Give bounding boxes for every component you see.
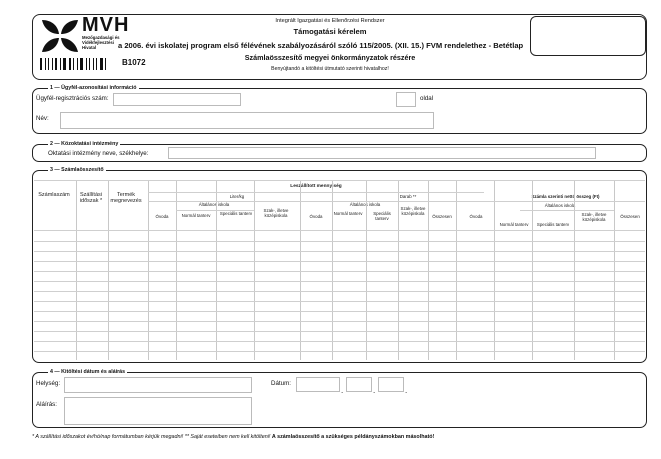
section4-title: 4 — Kitöltési dátum és aláírás — [50, 369, 126, 375]
col-normal-3: Normál tanterv — [499, 222, 529, 227]
date-label: Dátum: — [271, 380, 291, 387]
client-reg-label: Ügyfél-regisztrációs szám: — [36, 95, 109, 102]
barcode-bar — [79, 58, 80, 70]
client-reg-field[interactable] — [113, 93, 241, 106]
barcode-bar — [105, 58, 106, 70]
barcode-bar — [60, 58, 61, 70]
gen-school-header-2: Általános iskola — [349, 202, 381, 207]
signature-label: Aláírás: — [36, 401, 57, 408]
barcode-bar — [80, 58, 83, 70]
receipt-stamp-box[interactable] — [530, 16, 646, 56]
table-column-divider — [216, 180, 217, 360]
col-secondary-3: Szak-, illetve középiskola — [581, 212, 607, 223]
col-header-invoice: Számlaszám — [38, 192, 70, 198]
table-column-divider — [108, 180, 109, 360]
table-row-divider — [176, 210, 254, 211]
barcode-bar — [73, 58, 74, 70]
col-header-product: Termék megnevezés — [110, 192, 142, 205]
table-column-divider — [456, 180, 457, 360]
table-row-divider — [148, 201, 484, 202]
table-row-divider — [34, 271, 645, 272]
table-row-divider — [34, 301, 645, 302]
delivered-quantity-header: Leszállított mennyiség — [290, 184, 342, 189]
table-row-divider — [520, 210, 614, 211]
table-column-divider — [398, 180, 399, 360]
date-day-field[interactable] — [378, 377, 404, 392]
table-column-divider — [366, 180, 367, 360]
col-total-1: Összesen — [432, 214, 452, 219]
barcode-bar — [69, 58, 71, 70]
section1-title: 1 — Ügyfél-azonosítási információ — [50, 85, 137, 91]
col-kindergarten-1: Óvoda — [155, 214, 169, 219]
col-total-2: Összesen — [620, 214, 640, 219]
barcode-bar — [72, 58, 73, 70]
section2-title: 2 — Közoktatási intézmény — [50, 141, 119, 147]
barcode-bar — [40, 58, 42, 70]
table-row-divider — [34, 281, 645, 282]
table-column-divider — [428, 180, 429, 360]
submission-note: Benyújtandó a kitöltési útmutató szerinti hivatalhoz! — [271, 66, 389, 72]
footer-notes: * A szállítási időszakot év/hó/nap formátumban kérjük megadni! ** Saját eseteiben nem kell kitölteni! A számlaösszesítő a szükséges példányszámokban másolható! — [32, 434, 435, 440]
institution-label: Oktatási intézmény neve, székhelye: — [48, 150, 149, 157]
signature-field[interactable] — [64, 397, 252, 425]
col-header-period: Szállítási időszak * — [79, 192, 103, 205]
date-month-field[interactable] — [346, 377, 372, 392]
col-normal-2: Normál tanterv — [333, 211, 363, 216]
section3-title: 3 — Számlaösszesítő — [50, 167, 104, 173]
col-kindergarten-3: Óvoda — [469, 214, 483, 219]
net-amount-header: Számla szerinti nettó összeg (Ft) — [531, 194, 600, 199]
barcode-bar — [84, 58, 85, 70]
table-row-divider — [34, 241, 645, 242]
table-row-divider — [34, 321, 645, 322]
barcode-bar — [75, 58, 76, 70]
barcode-bar — [89, 58, 90, 70]
table-row-divider — [148, 192, 484, 193]
col-kindergarten-2: Óvoda — [309, 214, 323, 219]
barcode-bar — [54, 58, 55, 70]
barcode-bar — [93, 58, 94, 70]
barcode-bar — [45, 58, 46, 70]
barcode-bar — [48, 58, 49, 70]
gen-school-header-1: Általános iskola — [198, 202, 230, 207]
table-column-divider — [574, 180, 575, 360]
name-label: Név: — [36, 115, 49, 122]
logo-subtitle: Mezőgazdasági és Vidékfejlesztési Hivatal — [82, 35, 120, 50]
table-row-divider — [34, 230, 645, 231]
col-normal-1: Normál tanterv — [181, 213, 211, 218]
table-row-divider — [34, 291, 645, 292]
col-secondary-2: Szak-, illetve középiskola — [400, 206, 426, 217]
date-separator: . — [373, 386, 376, 395]
barcode — [40, 58, 116, 70]
date-separator: . — [341, 386, 344, 395]
table-column-divider — [148, 180, 149, 360]
barcode-bar — [98, 58, 99, 70]
table-column-divider — [494, 180, 495, 360]
table-row-divider — [484, 201, 645, 202]
table-column-divider — [76, 180, 77, 360]
barcode-bar — [55, 58, 57, 70]
barcode-bar — [67, 58, 68, 70]
barcode-bar — [86, 58, 87, 70]
col-special-1: Speciális tanterv — [219, 211, 253, 216]
form-code: B1072 — [122, 58, 146, 67]
institution-field[interactable] — [168, 147, 596, 159]
document-title: Támogatási kérelem — [293, 27, 367, 36]
barcode-bar — [104, 58, 105, 70]
page-label: oldal — [420, 95, 434, 102]
date-year-field[interactable] — [296, 377, 340, 392]
barcode-bar — [58, 58, 59, 70]
document-subtitle: Számlaösszesítő megyei önkormányzatok részére — [244, 53, 416, 62]
table-column-divider — [532, 180, 533, 360]
table-column-divider — [614, 180, 615, 360]
place-label: Helység: — [36, 380, 61, 387]
invoice-table[interactable] — [32, 170, 647, 363]
date-separator: . — [405, 386, 408, 395]
table-column-divider — [300, 180, 301, 360]
logo-name: MVH — [82, 14, 130, 36]
barcode-bar — [52, 58, 53, 70]
system-title: Integrált Igazgatási és Ellenőrzési Rendszer — [275, 18, 385, 24]
col-special-3: Speciális tanterv — [536, 222, 570, 227]
table-row-divider — [34, 311, 645, 312]
table-column-divider — [254, 180, 255, 360]
barcode-bar — [77, 58, 78, 70]
page-number-field[interactable] — [396, 92, 416, 107]
barcode-bar — [107, 58, 108, 70]
table-row-divider — [34, 251, 645, 252]
document-regulation-line: a 2006. évi iskolatej program első félévének szabályozásáról szóló 115/2005. (XII. 15.) FVM rendelethez - Betétlap — [118, 41, 524, 50]
name-field[interactable] — [60, 112, 434, 129]
barcode-bar — [63, 58, 66, 70]
col-secondary-1: Szak-, illetve középiskola — [263, 208, 289, 219]
barcode-bar — [50, 58, 51, 70]
barcode-bar — [43, 58, 44, 70]
barcode-bar — [96, 58, 97, 70]
liter-kg-group-header: Liter/kg — [229, 194, 245, 199]
place-field[interactable] — [64, 377, 252, 393]
barcode-bar — [62, 58, 63, 70]
pieces-group-header: Darab ** — [399, 194, 417, 199]
mvh-logo-icon — [40, 18, 80, 54]
table-row-divider — [34, 261, 645, 262]
barcode-bar — [91, 58, 92, 70]
table-row-divider — [34, 351, 645, 352]
table-row-divider — [34, 180, 645, 181]
table-column-divider — [176, 180, 177, 360]
barcode-bar — [95, 58, 96, 70]
table-column-divider — [332, 180, 333, 360]
barcode-bar — [88, 58, 89, 70]
table-row-divider — [34, 331, 645, 332]
gen-school-header-3: Általános iskola — [544, 203, 576, 208]
table-row-divider — [34, 341, 645, 342]
barcode-bar — [100, 58, 103, 70]
col-special-2: Speciális tanterv — [373, 211, 391, 222]
barcode-bar — [47, 58, 48, 70]
